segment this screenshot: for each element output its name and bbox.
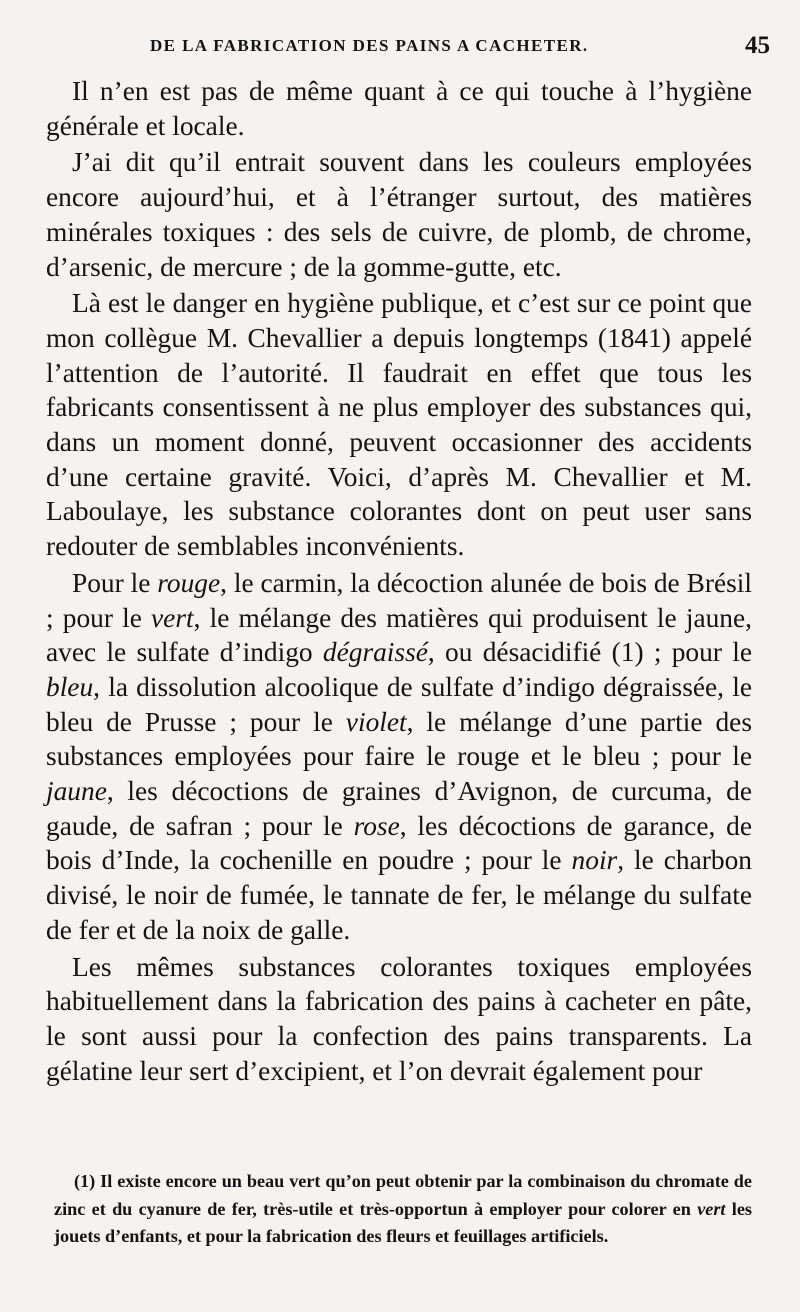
paragraph xyxy=(46,74,752,143)
text-run: , le charbon divisé, le noir de fumée, le tannate de fer, le mélange du sulfate de fer et de la noix de galle. xyxy=(46,845,752,945)
running-title: DE LA FABRICATION DES PAINS A CACHETER. xyxy=(150,36,589,55)
text-run: , les décoctions de garance, de bois d’Inde, la cochenille en poudre ; pour le xyxy=(46,810,753,876)
italic-term: dégraissé xyxy=(322,637,428,668)
italic-term: rouge xyxy=(157,567,221,598)
italic-term: jaune xyxy=(46,776,107,807)
page-number: 45 xyxy=(745,32,770,59)
text-run: , le mélange d’une partie des substances employées pour faire le rouge et le bleu ; pour le xyxy=(46,706,752,772)
paragraph xyxy=(46,145,752,284)
text-run: Pour le xyxy=(72,567,158,598)
text-run: , ou désacidifié (1) ; pour le xyxy=(427,637,752,668)
text-run: , les décoctions de graines d’Avignon, de curcuma, de gaude, de safran ; pour le xyxy=(46,776,752,841)
italic-term: vert xyxy=(697,1198,726,1219)
page-header xyxy=(150,34,770,64)
paragraph xyxy=(46,950,752,1089)
text-run: , le carmin, la décoction alunée de bois de Brésil ; pour le xyxy=(46,567,752,633)
text-run: Il n’en est pas de même quant à ce qui touche à l’hygiène générale et locale. xyxy=(46,76,752,141)
text-run: (1) Il existe encore un beau vert qu’on peut obtenir par la combinaison du chromate de zinc et du cyanure de fer, très-utile et très-opportun à employer pour colorer en xyxy=(54,1171,752,1219)
text-run: J’ai dit qu’il entrait souvent dans les couleurs employées encore aujourd’hui, et à l’étranger surtout, des matières minérales toxiques : des sels de cuivre, de plomb, de chrome, d’arsenic, de mercure ; de la gomme-gutte, etc. xyxy=(46,147,752,282)
text-run: les jouets d’enfants, et pour la fabrication des fleurs et feuillages artificiels. xyxy=(54,1198,752,1246)
paragraph xyxy=(46,286,752,564)
italic-term: vert xyxy=(151,602,194,633)
text-run: , la dissolution alcoolique de sulfate d’indigo dégraissée, le bleu de Prusse ; pour le xyxy=(46,671,752,737)
text-run: , le mélange des matières qui produisent le jaune, avec le sulfate d’indigo xyxy=(46,602,752,668)
italic-term: rose xyxy=(353,810,400,841)
body-text xyxy=(46,74,752,1090)
italic-term: noir xyxy=(571,845,618,876)
italic-term: bleu xyxy=(46,671,94,702)
italic-term: violet xyxy=(345,706,407,737)
text-run: Les mêmes substances colorantes toxiques employées habituellement dans la fabrication des pains à cacheter en pâte, le sont aussi pour la confection des pains transparents. La gélatine leur sert d’excipient, et l’on devrait également pour xyxy=(46,951,752,1086)
text-run: Là est le danger en hygiène publique, et c’est sur ce point que mon collègue M. Chevallier a depuis longtemps (1841) appelé l’attention de l’autorité. Il faudrait en effet que tous les fabricants consentissent à ne plus employer des substances qui, dans un moment donné, peuvent occasionner des accidents d’une certaine gravité. Voici, d’après M. Chevallier et M. Laboulaye, les substance colorantes dont on peut user sans redouter de semblables inconvénients. xyxy=(46,288,752,562)
paragraph xyxy=(46,566,752,948)
footnote xyxy=(54,1168,752,1251)
